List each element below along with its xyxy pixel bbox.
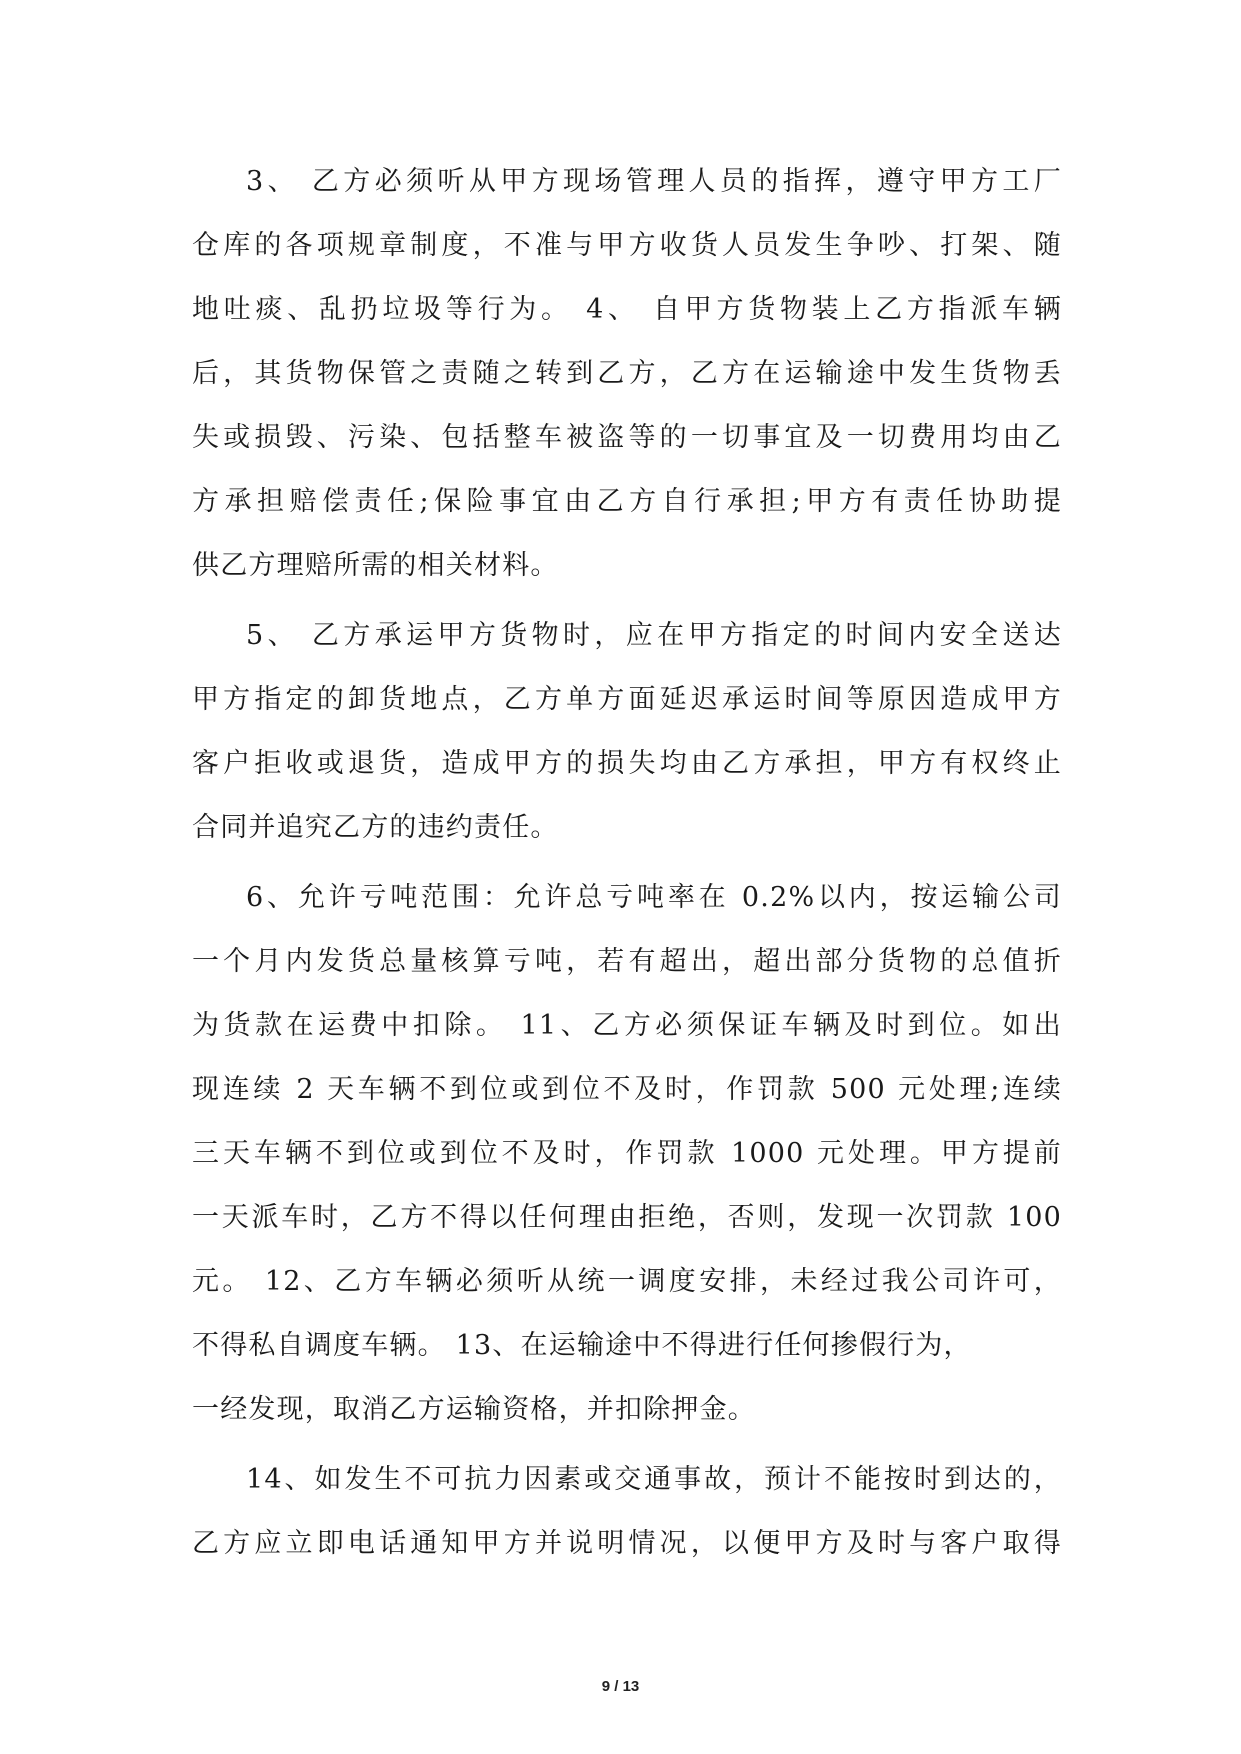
text-line: 一经发现，取消乙方运输资格，并扣除押金。 (192, 1394, 756, 1425)
text-line: 甲方指定的卸货地点，乙方单方面延迟承运时间等原因造成甲方 (192, 684, 1062, 715)
text-line: 为货款在运费中扣除。 11、乙方必须保证车辆及时到位。如出 (192, 1010, 1062, 1041)
text-line: 客户拒收或退货，造成甲方的损失均由乙方承担，甲方有权终止 (192, 748, 1062, 779)
text-line: 供乙方理赔所需的相关材料。 (192, 550, 559, 581)
text-line: 5、 乙方承运甲方货物时，应在甲方指定的时间内安全送达 (246, 620, 1062, 651)
text-line: 后，其货物保管之责随之转到乙方，乙方在运输途中发生货物丢 (192, 358, 1062, 389)
text-line: 6、允许亏吨范围：允许总亏吨率在 0.2%以内，按运输公司 (246, 882, 1062, 913)
text-line: 方承担赔偿责任;保险事宜由乙方自行承担;甲方有责任协助提 (192, 486, 1062, 517)
text-line: 地吐痰、乱扔垃圾等行为。 4、 自甲方货物装上乙方指派车辆 (192, 294, 1062, 325)
text-line: 不得私自调度车辆。 13、在运输途中不得进行任何掺假行为， (192, 1330, 972, 1361)
text-line: 元。 12、乙方车辆必须听从统一调度安排，未经过我公司许可， (192, 1266, 1062, 1297)
page-number: 9 / 13 (601, 1678, 640, 1695)
text-line: 合同并追究乙方的违约责任。 (192, 812, 559, 843)
text-line: 一个月内发货总量核算亏吨，若有超出，超出部分货物的总值折 (192, 946, 1062, 977)
text-line: 仓库的各项规章制度，不准与甲方收货人员发生争吵、打架、随 (192, 230, 1062, 261)
text-line: 失或损毁、污染、包括整车被盗等的一切事宜及一切费用均由乙 (192, 422, 1062, 453)
text-line: 3、 乙方必须听从甲方现场管理人员的指挥，遵守甲方工厂 (246, 166, 1062, 197)
text-line: 三天车辆不到位或到位不及时，作罚款 1000 元处理。甲方提前 (192, 1138, 1062, 1169)
text-line: 14、如发生不可抗力因素或交通事故，预计不能按时到达的， (246, 1464, 1062, 1495)
text-line: 乙方应立即电话通知甲方并说明情况，以便甲方及时与客户取得 (192, 1528, 1062, 1559)
document-body (192, 150, 1062, 1576)
text-line: 一天派车时，乙方不得以任何理由拒绝，否则，发现一次罚款 100 (192, 1202, 1062, 1233)
text-line: 现连续 2 天车辆不到位或到位不及时，作罚款 500 元处理;连续 (192, 1074, 1062, 1105)
